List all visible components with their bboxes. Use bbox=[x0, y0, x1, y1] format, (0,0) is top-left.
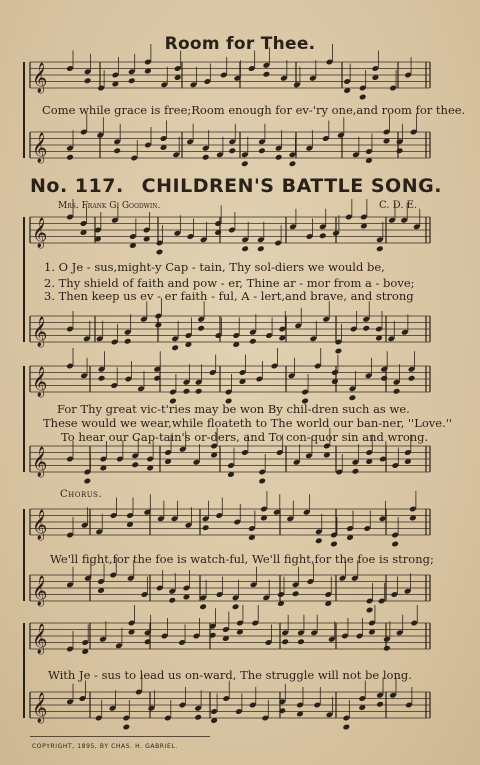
notehead bbox=[383, 645, 391, 652]
notehead bbox=[263, 71, 271, 78]
verse1-line1: 1. O Je - sus,might-y Cap - tain, Thy sol-diers we would be, bbox=[44, 260, 385, 274]
copyright-rule bbox=[30, 736, 210, 737]
notehead bbox=[396, 147, 404, 154]
hymn-heading bbox=[30, 175, 442, 197]
notehead bbox=[258, 147, 266, 154]
clef: 𝄞 bbox=[32, 510, 48, 540]
hymn-number: No. 117. bbox=[30, 175, 124, 197]
chorus-line1: We'll fight,for the foe is watch-ful, We'll fight,for the foe is strong; bbox=[50, 552, 434, 566]
notehead bbox=[275, 154, 283, 161]
notehead bbox=[319, 232, 327, 239]
notehead bbox=[156, 249, 164, 256]
previous-hymn-title: Room for Thee. bbox=[164, 34, 316, 54]
notehead bbox=[197, 325, 205, 332]
chorus-label: Chorus. bbox=[60, 489, 103, 500]
verse2-line2: These would we wear,while floateth to The world our ban-ner, ''Love.'' bbox=[43, 416, 453, 430]
notehead bbox=[168, 597, 176, 604]
notehead bbox=[122, 724, 130, 731]
notehead bbox=[241, 160, 249, 167]
notehead bbox=[98, 375, 106, 382]
notehead bbox=[352, 468, 360, 475]
clef: 𝄞 bbox=[32, 317, 48, 347]
notehead bbox=[257, 245, 265, 252]
clef: 𝄞 bbox=[32, 447, 48, 477]
clef: 𝄞 bbox=[32, 367, 48, 397]
notehead bbox=[249, 338, 257, 345]
notehead bbox=[171, 344, 179, 351]
chorus-line2: With Je - sus to lead us on-ward, The struggle will not be long. bbox=[48, 668, 412, 682]
notehead bbox=[84, 77, 92, 84]
notehead bbox=[241, 245, 249, 252]
verse1-line2: For Thy great vic-t'ries may be won By chil-dren such as we. bbox=[57, 402, 410, 416]
clef: 𝄞 bbox=[32, 693, 48, 723]
notehead bbox=[258, 478, 266, 485]
notehead bbox=[315, 537, 323, 544]
notehead bbox=[124, 338, 132, 345]
notehead bbox=[366, 607, 374, 614]
copyright-notice: COPYRIGHT, 1895, BY CHAS. H. GABRIEL. bbox=[32, 743, 178, 750]
notehead bbox=[362, 325, 370, 332]
notehead bbox=[84, 478, 92, 485]
notehead bbox=[131, 461, 139, 468]
clef: 𝄞 bbox=[32, 63, 48, 93]
notehead bbox=[393, 388, 401, 395]
notehead bbox=[228, 147, 236, 154]
clef: 𝄞 bbox=[32, 576, 48, 606]
notehead bbox=[199, 603, 207, 610]
notehead bbox=[113, 147, 121, 154]
hymn-title: CHILDREN'S BATTLE SONG. bbox=[141, 175, 442, 197]
notehead bbox=[128, 77, 136, 84]
notehead bbox=[297, 638, 305, 645]
notehead bbox=[202, 154, 210, 161]
notehead bbox=[391, 541, 399, 548]
verse3-line2: To hear our Cap-tain's or-ders, and To con-quor sin and wrong. bbox=[61, 430, 429, 444]
verse3-line1: 3. Then keep us ev - er faith - ful, A - lert,and brave, and strong bbox=[44, 289, 414, 303]
notehead bbox=[349, 394, 357, 401]
notehead bbox=[359, 94, 367, 101]
hymn-author: Mrs. Frank G. Goodwin. bbox=[58, 201, 161, 211]
notehead bbox=[194, 714, 202, 721]
clef: 𝄞 bbox=[32, 133, 48, 163]
verse2-line1: 2. Thy shield of faith and pow - er, Thine ar - mor from a - bove; bbox=[44, 276, 415, 290]
notehead bbox=[281, 638, 289, 645]
previous-hymn-lyric: Come while grace is free;Room enough for ev-'ry one,and room for thee. bbox=[42, 103, 466, 117]
notehead bbox=[232, 603, 240, 610]
notehead bbox=[183, 388, 191, 395]
hymn-composer: C. D. E. bbox=[379, 200, 418, 211]
notehead bbox=[376, 701, 384, 708]
clef: 𝄞 bbox=[32, 218, 48, 248]
notehead bbox=[330, 541, 338, 548]
notehead bbox=[66, 154, 74, 161]
notehead bbox=[343, 724, 351, 731]
notehead bbox=[376, 245, 384, 252]
notehead bbox=[195, 388, 203, 395]
notehead bbox=[292, 590, 300, 597]
notehead bbox=[289, 160, 297, 167]
notehead bbox=[408, 375, 416, 382]
notehead bbox=[202, 524, 210, 531]
notehead bbox=[335, 348, 343, 355]
clef: 𝄞 bbox=[32, 624, 48, 654]
notehead bbox=[380, 375, 388, 382]
